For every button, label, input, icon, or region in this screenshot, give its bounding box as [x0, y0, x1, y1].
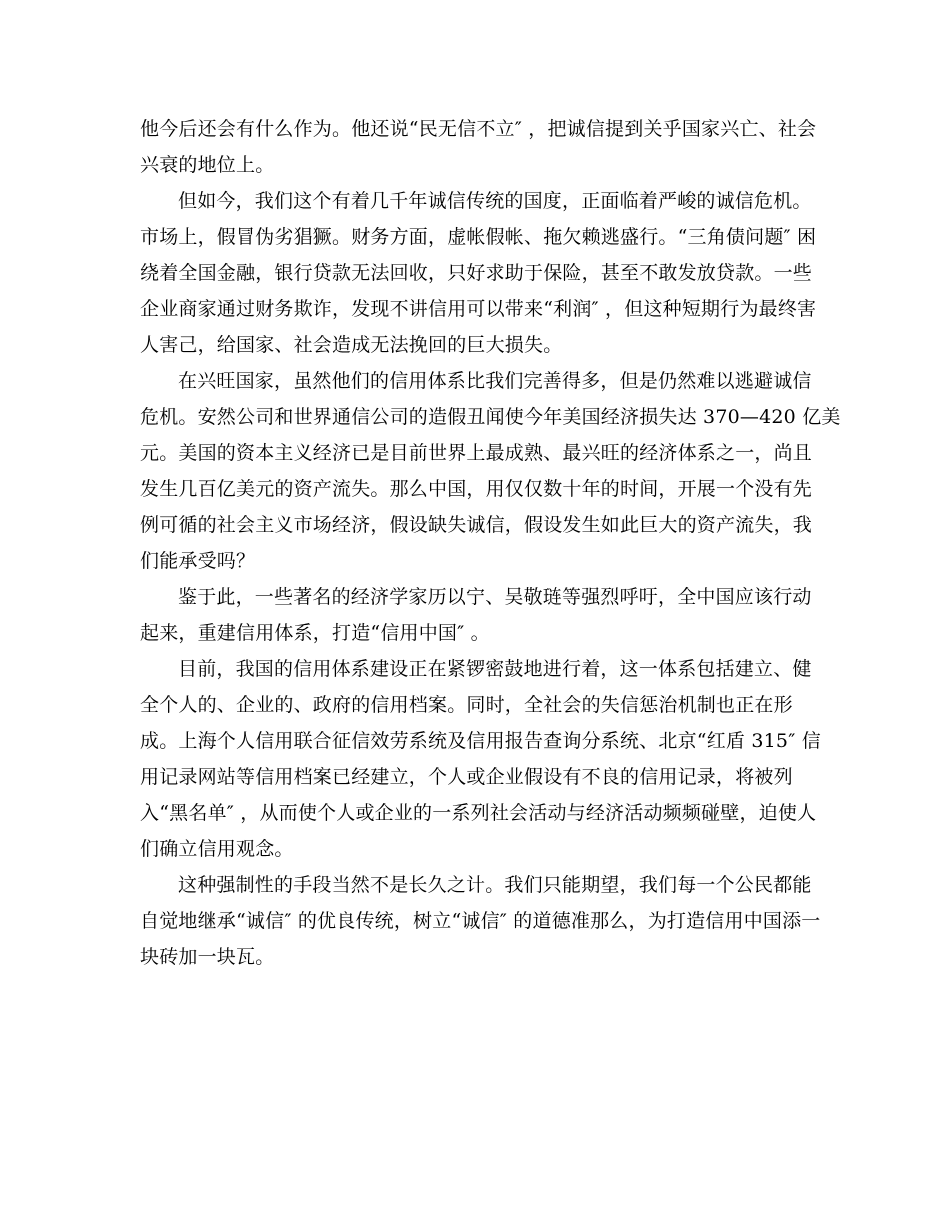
text-line: 在兴旺国家，虽然他们的信用体系比我们完善得多，但是仍然难以逃避诚信	[178, 370, 812, 392]
paragraph-credit-system	[140, 651, 820, 867]
paragraph-economists-call	[140, 579, 820, 651]
text-line: 这种强制性的手段当然不是长久之计。我们只能期望，我们每一个公民都能	[178, 874, 812, 896]
document-body	[140, 111, 841, 975]
text-line: 企业商家通过财务欺诈，发现不讲信用可以带来“利润″ ，但这种短期行为最终害	[140, 298, 817, 320]
text-line: 他今后还会有什么作为。他还说“民无信不立″ ，把诚信提到关乎国家兴亡、社会	[140, 118, 817, 140]
text-line: 但如今，我们这个有着几千年诚信传统的国度，正面临着严峻的诚信危机。	[178, 190, 812, 212]
text-line: 全个人的、企业的、政府的信用档案。同时，全社会的失信惩治机制也正在形	[140, 694, 793, 716]
text-line: 绕着全国金融，银行贷款无法回收，只好求助于保险，甚至不敢发放贷款。一些	[140, 262, 813, 284]
text-line: 用记录网站等信用档案已经建立，个人或企业假设有不良的信用记录，将被列	[140, 766, 793, 788]
text-line: 成。上海个人信用联合征信效劳系统及信用报告查询分系统、北京“红盾 315″ 信	[140, 730, 821, 752]
text-line: 例可循的社会主义市场经济，假设缺失诚信，假设发生如此巨大的资产流失，我	[140, 514, 813, 536]
paragraph-credit-crisis	[140, 183, 820, 363]
text-line: 自觉地继承“诚信″ 的优良传统，树立“诚信″ 的道德准那么，为打造信用中国添一	[140, 910, 821, 932]
text-line: 块砖加一块瓦。	[140, 946, 275, 968]
text-line: 发生几百亿美元的资产流失。那么中国，用仅仅数十年的时间，开展一个没有先	[140, 478, 813, 500]
text-line: 危机。安然公司和世界通信公司的造假丑闻使今年美国经济损失达 370—420 亿美	[140, 406, 841, 428]
text-line: 元。美国的资本主义经济已是目前世界上最成熟、最兴旺的经济体系之一，尚且	[140, 442, 813, 464]
text-line: 们确立信用观念。	[140, 838, 294, 860]
text-line: 入“黑名单″ ，从而使个人或企业的一系列社会活动与经济活动频频碰壁，迫使人	[140, 802, 817, 824]
text-line: 鉴于此，一些著名的经济学家历以宁、吴敬琏等强烈呼吁，全中国应该行动	[178, 586, 812, 608]
paragraph-continuation	[140, 111, 820, 183]
paragraph-conclusion	[140, 867, 820, 975]
text-line: 兴衰的地位上。	[140, 154, 275, 176]
text-line: 目前，我国的信用体系建设正在紧锣密鼓地进行着，这一体系包括建立、健	[178, 658, 812, 680]
text-line: 起来，重建信用体系，打造“信用中国″ 。	[140, 622, 490, 644]
paragraph-developed-countries	[140, 363, 841, 579]
text-line: 们能承受吗？	[140, 550, 256, 572]
text-line: 市场上，假冒伪劣猖獗。财务方面，虚帐假帐、拖欠赖逃盛行。“三角债问题″ 困	[140, 226, 817, 248]
text-line: 人害己，给国家、社会造成无法挽回的巨大损失。	[140, 334, 563, 356]
